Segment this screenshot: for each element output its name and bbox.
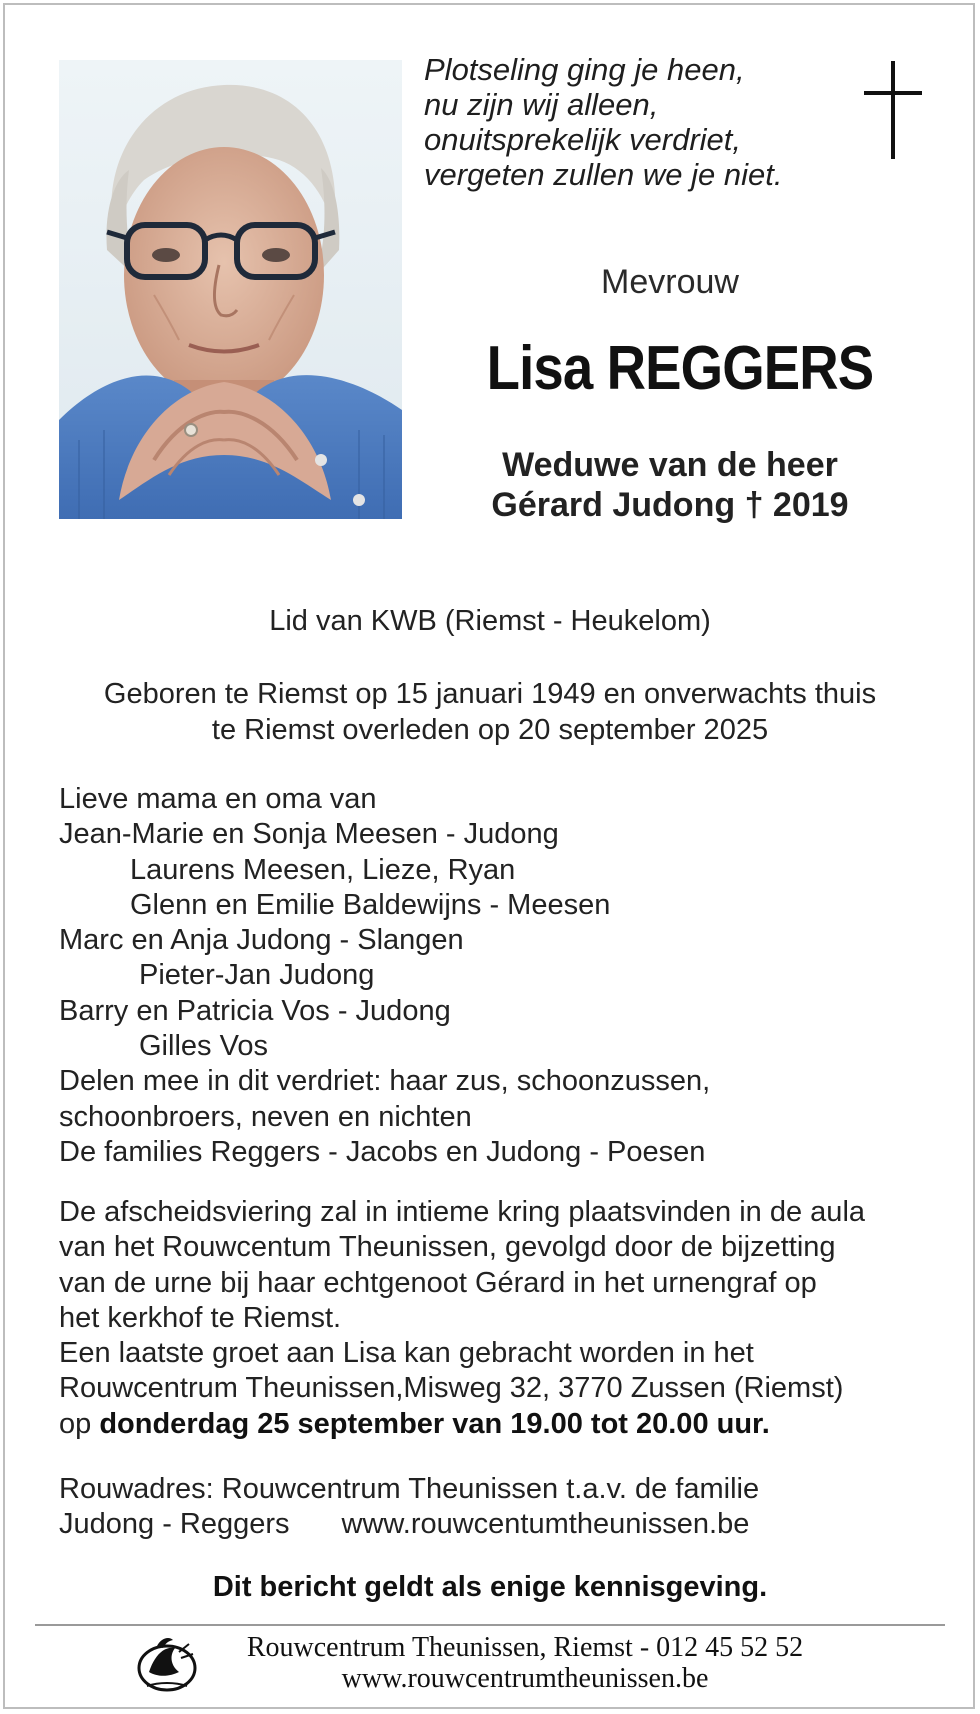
address-line: Rouwadres: Rouwcentrum Theunissen t.a.v. de familie <box>59 1473 760 1505</box>
membership: Lid van KWB (Riemst - Heukelom) <box>269 605 711 637</box>
deceased-name: Lisa REGGERS <box>486 334 874 403</box>
widow-line: Gérard Judong † 2019 <box>491 486 849 524</box>
family-line: Pieter-Jan Judong <box>139 959 375 992</box>
poem-line: nu zijn wij alleen, <box>424 87 659 122</box>
family-list <box>59 782 710 1170</box>
birth-death-line: te Riemst overleden op 20 september 2025 <box>211 714 769 746</box>
birth-death-statement <box>0 676 980 748</box>
family-line: Barry en Patricia Vos - Judong <box>59 994 451 1027</box>
notice-statement: Dit bericht geldt als enige kennisgeving. <box>212 1571 768 1603</box>
family-line: Gilles Vos <box>139 1030 268 1063</box>
ceremony-line: Een laatste groet aan Lisa kan gebracht worden in het <box>59 1337 754 1370</box>
visit-time: donderdag 25 september van 19.00 tot 20.00 uur. <box>99 1407 770 1440</box>
honorific: Mevrouw <box>601 263 739 301</box>
footer-divider <box>35 1624 945 1626</box>
family-line: Jean-Marie en Sonja Meesen - Judong <box>59 818 559 851</box>
address-line-2 <box>59 1507 759 1542</box>
family-line: Delen mee in dit verdriet: haar zus, schoonzussen, <box>59 1065 711 1098</box>
family-line: Laurens Meesen, Lieze, Ryan <box>130 853 516 886</box>
ceremony-line: Rouwcentrum Theunissen,Misweg 32, 3770 Zussen (Riemst) <box>59 1372 844 1405</box>
address-family: Judong - Reggers <box>59 1508 290 1541</box>
poem-line: Plotseling ging je heen, <box>424 52 745 87</box>
footer-website-link[interactable]: www.rouwcentrumtheunissen.be <box>341 1663 709 1694</box>
visit-prefix: op <box>59 1407 92 1440</box>
family-line: schoonbroers, neven en nichten <box>59 1100 472 1133</box>
ceremony-line: van het Rouwcentum Theunissen, gevolgd door de bijzetting <box>59 1231 836 1264</box>
family-line: Glenn en Emilie Baldewijns - Meesen <box>130 888 611 921</box>
birth-death-line: Geboren te Riemst op 15 januari 1949 en onverwachts thuis <box>103 678 877 710</box>
footer <box>195 1632 855 1694</box>
family-line: Marc en Anja Judong - Slangen <box>59 924 464 957</box>
portrait-photo <box>59 60 402 519</box>
poem-line: vergeten zullen we je niet. <box>424 157 783 192</box>
poem-line: onuitsprekelijk verdriet, <box>424 122 742 157</box>
visit-time-line <box>59 1407 865 1442</box>
ceremony-info <box>59 1195 865 1442</box>
family-line: Lieve mama en oma van <box>59 783 377 815</box>
family-line: De families Reggers - Jacobs en Judong - Poesen <box>59 1135 706 1168</box>
ceremony-line: het kerkhof te Riemst. <box>59 1301 342 1334</box>
ceremony-line: van de urne bij haar echtgenoot Gérard in het urnengraf op <box>59 1266 817 1299</box>
ceremony-line: De afscheidsviering zal in intieme kring plaatsvinden in de aula <box>59 1196 866 1228</box>
cross-icon <box>864 61 922 159</box>
widow-line: Weduwe van de heer <box>502 446 838 484</box>
widow-statement <box>440 445 900 525</box>
funeral-home-logo-icon <box>135 1632 199 1694</box>
address-website-link[interactable]: www.rouwcentumtheunissen.be <box>341 1508 750 1541</box>
footer-company-line: Rouwcentrum Theunissen, Riemst - 012 45 52 52 <box>246 1632 804 1663</box>
poem <box>424 52 782 192</box>
mourning-address <box>59 1472 759 1543</box>
